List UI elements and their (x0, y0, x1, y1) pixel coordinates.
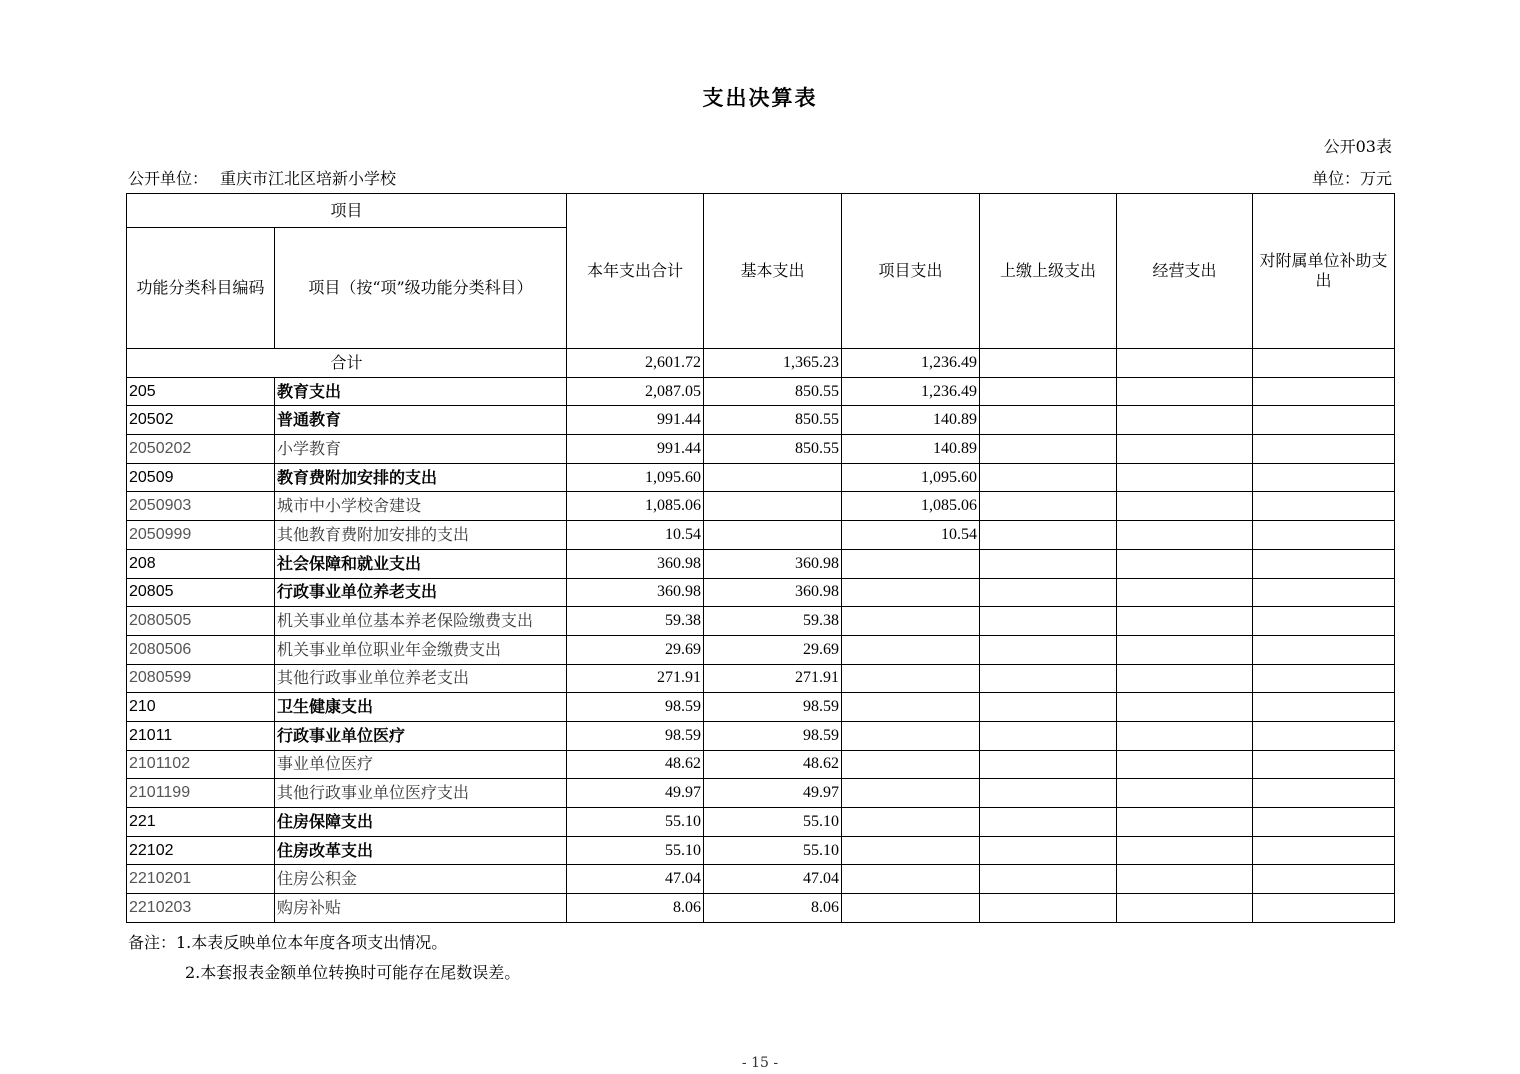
row-upper (980, 377, 1117, 406)
table-row (127, 521, 1395, 550)
row-code: 2101199 (127, 779, 275, 808)
row-code: 2210201 (127, 865, 275, 894)
row-upper (980, 406, 1117, 435)
header-basic: 基本支出 (704, 194, 842, 349)
form-code: 公开03表 (1323, 137, 1392, 156)
reporting-unit-label: 公开单位： (128, 169, 209, 188)
table-row (127, 865, 1395, 894)
table-row (127, 836, 1395, 865)
row-business (1117, 607, 1253, 636)
row-business (1117, 635, 1253, 664)
header-upper-level: 上缴上级支出 (980, 194, 1117, 349)
row-basic: 47.04 (704, 865, 842, 894)
row-code: 2210203 (127, 894, 275, 923)
table-row (127, 492, 1395, 521)
row-project (842, 894, 980, 923)
table-row (127, 779, 1395, 808)
row-project: 1,095.60 (842, 463, 980, 492)
row-basic: 360.98 (704, 549, 842, 578)
row-basic (704, 492, 842, 521)
total-label: 合计 (127, 349, 567, 378)
row-upper (980, 693, 1117, 722)
table-row (127, 377, 1395, 406)
row-subsidy (1253, 578, 1395, 607)
table-row (127, 721, 1395, 750)
row-name: 小学教育 (275, 435, 567, 464)
row-code: 20805 (127, 578, 275, 607)
row-total: 10.54 (567, 521, 704, 550)
row-business (1117, 463, 1253, 492)
row-total: 59.38 (567, 607, 704, 636)
row-total: 55.10 (567, 808, 704, 837)
row-business (1117, 865, 1253, 894)
row-upper (980, 836, 1117, 865)
row-name: 教育支出 (275, 377, 567, 406)
row-basic: 360.98 (704, 578, 842, 607)
row-basic: 55.10 (704, 808, 842, 837)
row-business (1117, 549, 1253, 578)
row-upper (980, 664, 1117, 693)
row-subsidy (1253, 406, 1395, 435)
row-project (842, 635, 980, 664)
table-row (127, 894, 1395, 923)
table-row (127, 635, 1395, 664)
table-row (127, 693, 1395, 722)
row-business (1117, 894, 1253, 923)
row-project: 140.89 (842, 406, 980, 435)
row-upper (980, 463, 1117, 492)
header-name: 项目（按“项”级功能分类科目） (275, 228, 567, 349)
row-subsidy (1253, 521, 1395, 550)
total-row (127, 349, 1395, 378)
total-upper (980, 349, 1117, 378)
row-subsidy (1253, 894, 1395, 923)
row-name: 普通教育 (275, 406, 567, 435)
row-subsidy (1253, 808, 1395, 837)
row-subsidy (1253, 664, 1395, 693)
row-subsidy (1253, 463, 1395, 492)
row-business (1117, 808, 1253, 837)
row-total: 98.59 (567, 721, 704, 750)
row-upper (980, 578, 1117, 607)
row-basic: 48.62 (704, 750, 842, 779)
row-business (1117, 492, 1253, 521)
row-total: 271.91 (567, 664, 704, 693)
row-name: 住房保障支出 (275, 808, 567, 837)
row-code: 2050903 (127, 492, 275, 521)
row-total: 29.69 (567, 635, 704, 664)
row-total: 8.06 (567, 894, 704, 923)
row-basic: 850.55 (704, 406, 842, 435)
row-code: 20502 (127, 406, 275, 435)
row-name: 其他行政事业单位养老支出 (275, 664, 567, 693)
row-total: 360.98 (567, 549, 704, 578)
row-subsidy (1253, 779, 1395, 808)
note-1: 备注：1.本表反映单位本年度各项支出情况。 (128, 933, 448, 952)
row-upper (980, 808, 1117, 837)
row-name: 住房公积金 (275, 865, 567, 894)
row-name: 行政事业单位养老支出 (275, 578, 567, 607)
row-code: 208 (127, 549, 275, 578)
note-2: 2.本套报表金额单位转换时可能存在尾数误差。 (185, 963, 521, 982)
row-code: 2050202 (127, 435, 275, 464)
header-business: 经营支出 (1117, 194, 1253, 349)
row-project (842, 607, 980, 636)
row-total: 55.10 (567, 836, 704, 865)
row-name: 事业单位医疗 (275, 750, 567, 779)
row-basic: 29.69 (704, 635, 842, 664)
row-name: 其他教育费附加安排的支出 (275, 521, 567, 550)
row-upper (980, 549, 1117, 578)
row-code: 205 (127, 377, 275, 406)
row-code: 2080506 (127, 635, 275, 664)
row-total: 360.98 (567, 578, 704, 607)
row-basic: 850.55 (704, 435, 842, 464)
row-basic (704, 521, 842, 550)
row-upper (980, 492, 1117, 521)
table-row (127, 808, 1395, 837)
table-row (127, 607, 1395, 636)
row-code: 210 (127, 693, 275, 722)
row-total: 991.44 (567, 435, 704, 464)
row-basic: 49.97 (704, 779, 842, 808)
row-project (842, 578, 980, 607)
row-name: 购房补贴 (275, 894, 567, 923)
reporting-unit (128, 166, 396, 189)
row-subsidy (1253, 693, 1395, 722)
row-project: 140.89 (842, 435, 980, 464)
row-total: 2,087.05 (567, 377, 704, 406)
header-project-expenditure: 项目支出 (842, 194, 980, 349)
row-upper (980, 865, 1117, 894)
row-name: 住房改革支出 (275, 836, 567, 865)
row-total: 1,095.60 (567, 463, 704, 492)
row-business (1117, 779, 1253, 808)
row-project: 1,236.49 (842, 377, 980, 406)
row-code: 2050999 (127, 521, 275, 550)
row-business (1117, 750, 1253, 779)
row-total: 991.44 (567, 406, 704, 435)
row-business (1117, 664, 1253, 693)
row-upper (980, 779, 1117, 808)
row-upper (980, 721, 1117, 750)
row-project (842, 549, 980, 578)
header-code: 功能分类科目编码 (127, 228, 275, 349)
row-business (1117, 435, 1253, 464)
header-subsidy: 对附属单位补助支出 (1253, 194, 1395, 349)
row-subsidy (1253, 435, 1395, 464)
table-row (127, 664, 1395, 693)
row-basic: 55.10 (704, 836, 842, 865)
row-subsidy (1253, 635, 1395, 664)
row-subsidy (1253, 750, 1395, 779)
page-title: 支出决算表 (702, 85, 818, 110)
row-project (842, 721, 980, 750)
row-upper (980, 750, 1117, 779)
row-upper (980, 435, 1117, 464)
row-code: 221 (127, 808, 275, 837)
currency-unit: 单位：万元 (1311, 169, 1392, 188)
row-project (842, 750, 980, 779)
table-row (127, 750, 1395, 779)
total-project: 1,236.49 (842, 349, 980, 378)
table-row (127, 406, 1395, 435)
row-name: 机关事业单位职业年金缴费支出 (275, 635, 567, 664)
row-project: 1,085.06 (842, 492, 980, 521)
table-row (127, 549, 1395, 578)
row-code: 2080505 (127, 607, 275, 636)
row-name: 社会保障和就业支出 (275, 549, 567, 578)
row-name: 卫生健康支出 (275, 693, 567, 722)
row-basic: 850.55 (704, 377, 842, 406)
total-business (1117, 349, 1253, 378)
total-basic: 1,365.23 (704, 349, 842, 378)
row-name: 机关事业单位基本养老保险缴费支出 (275, 607, 567, 636)
table-row (127, 578, 1395, 607)
row-upper (980, 635, 1117, 664)
row-code: 2101102 (127, 750, 275, 779)
row-business (1117, 836, 1253, 865)
row-code: 20509 (127, 463, 275, 492)
row-business (1117, 406, 1253, 435)
row-business (1117, 693, 1253, 722)
table-row (127, 435, 1395, 464)
row-upper (980, 894, 1117, 923)
row-project (842, 693, 980, 722)
row-project (842, 865, 980, 894)
reporting-unit-name: 重庆市江北区培新小学校 (220, 169, 397, 188)
row-total: 47.04 (567, 865, 704, 894)
row-basic: 98.59 (704, 693, 842, 722)
row-name: 教育费附加安排的支出 (275, 463, 567, 492)
row-total: 48.62 (567, 750, 704, 779)
row-basic (704, 463, 842, 492)
row-subsidy (1253, 721, 1395, 750)
row-upper (980, 521, 1117, 550)
page-number: - 15 - (741, 1055, 779, 1071)
row-project (842, 808, 980, 837)
row-basic: 271.91 (704, 664, 842, 693)
row-business (1117, 377, 1253, 406)
row-code: 21011 (127, 721, 275, 750)
row-subsidy (1253, 549, 1395, 578)
row-code: 2080599 (127, 664, 275, 693)
row-code: 22102 (127, 836, 275, 865)
notes (128, 928, 520, 988)
row-total: 1,085.06 (567, 492, 704, 521)
row-project (842, 836, 980, 865)
row-subsidy (1253, 377, 1395, 406)
row-subsidy (1253, 492, 1395, 521)
row-basic: 59.38 (704, 607, 842, 636)
row-name: 行政事业单位医疗 (275, 721, 567, 750)
row-subsidy (1253, 607, 1395, 636)
row-business (1117, 578, 1253, 607)
row-subsidy (1253, 836, 1395, 865)
expenditure-table (126, 193, 1395, 923)
row-total: 49.97 (567, 779, 704, 808)
row-business (1117, 521, 1253, 550)
row-total: 98.59 (567, 693, 704, 722)
row-name: 城市中小学校舍建设 (275, 492, 567, 521)
row-basic: 98.59 (704, 721, 842, 750)
header-project: 项目 (127, 194, 567, 228)
row-basic: 8.06 (704, 894, 842, 923)
header-total: 本年支出合计 (567, 194, 704, 349)
table-row (127, 463, 1395, 492)
row-project: 10.54 (842, 521, 980, 550)
total-subsidy (1253, 349, 1395, 378)
row-business (1117, 721, 1253, 750)
row-name: 其他行政事业单位医疗支出 (275, 779, 567, 808)
row-project (842, 779, 980, 808)
row-subsidy (1253, 865, 1395, 894)
total-sum: 2,601.72 (567, 349, 704, 378)
row-project (842, 664, 980, 693)
row-upper (980, 607, 1117, 636)
